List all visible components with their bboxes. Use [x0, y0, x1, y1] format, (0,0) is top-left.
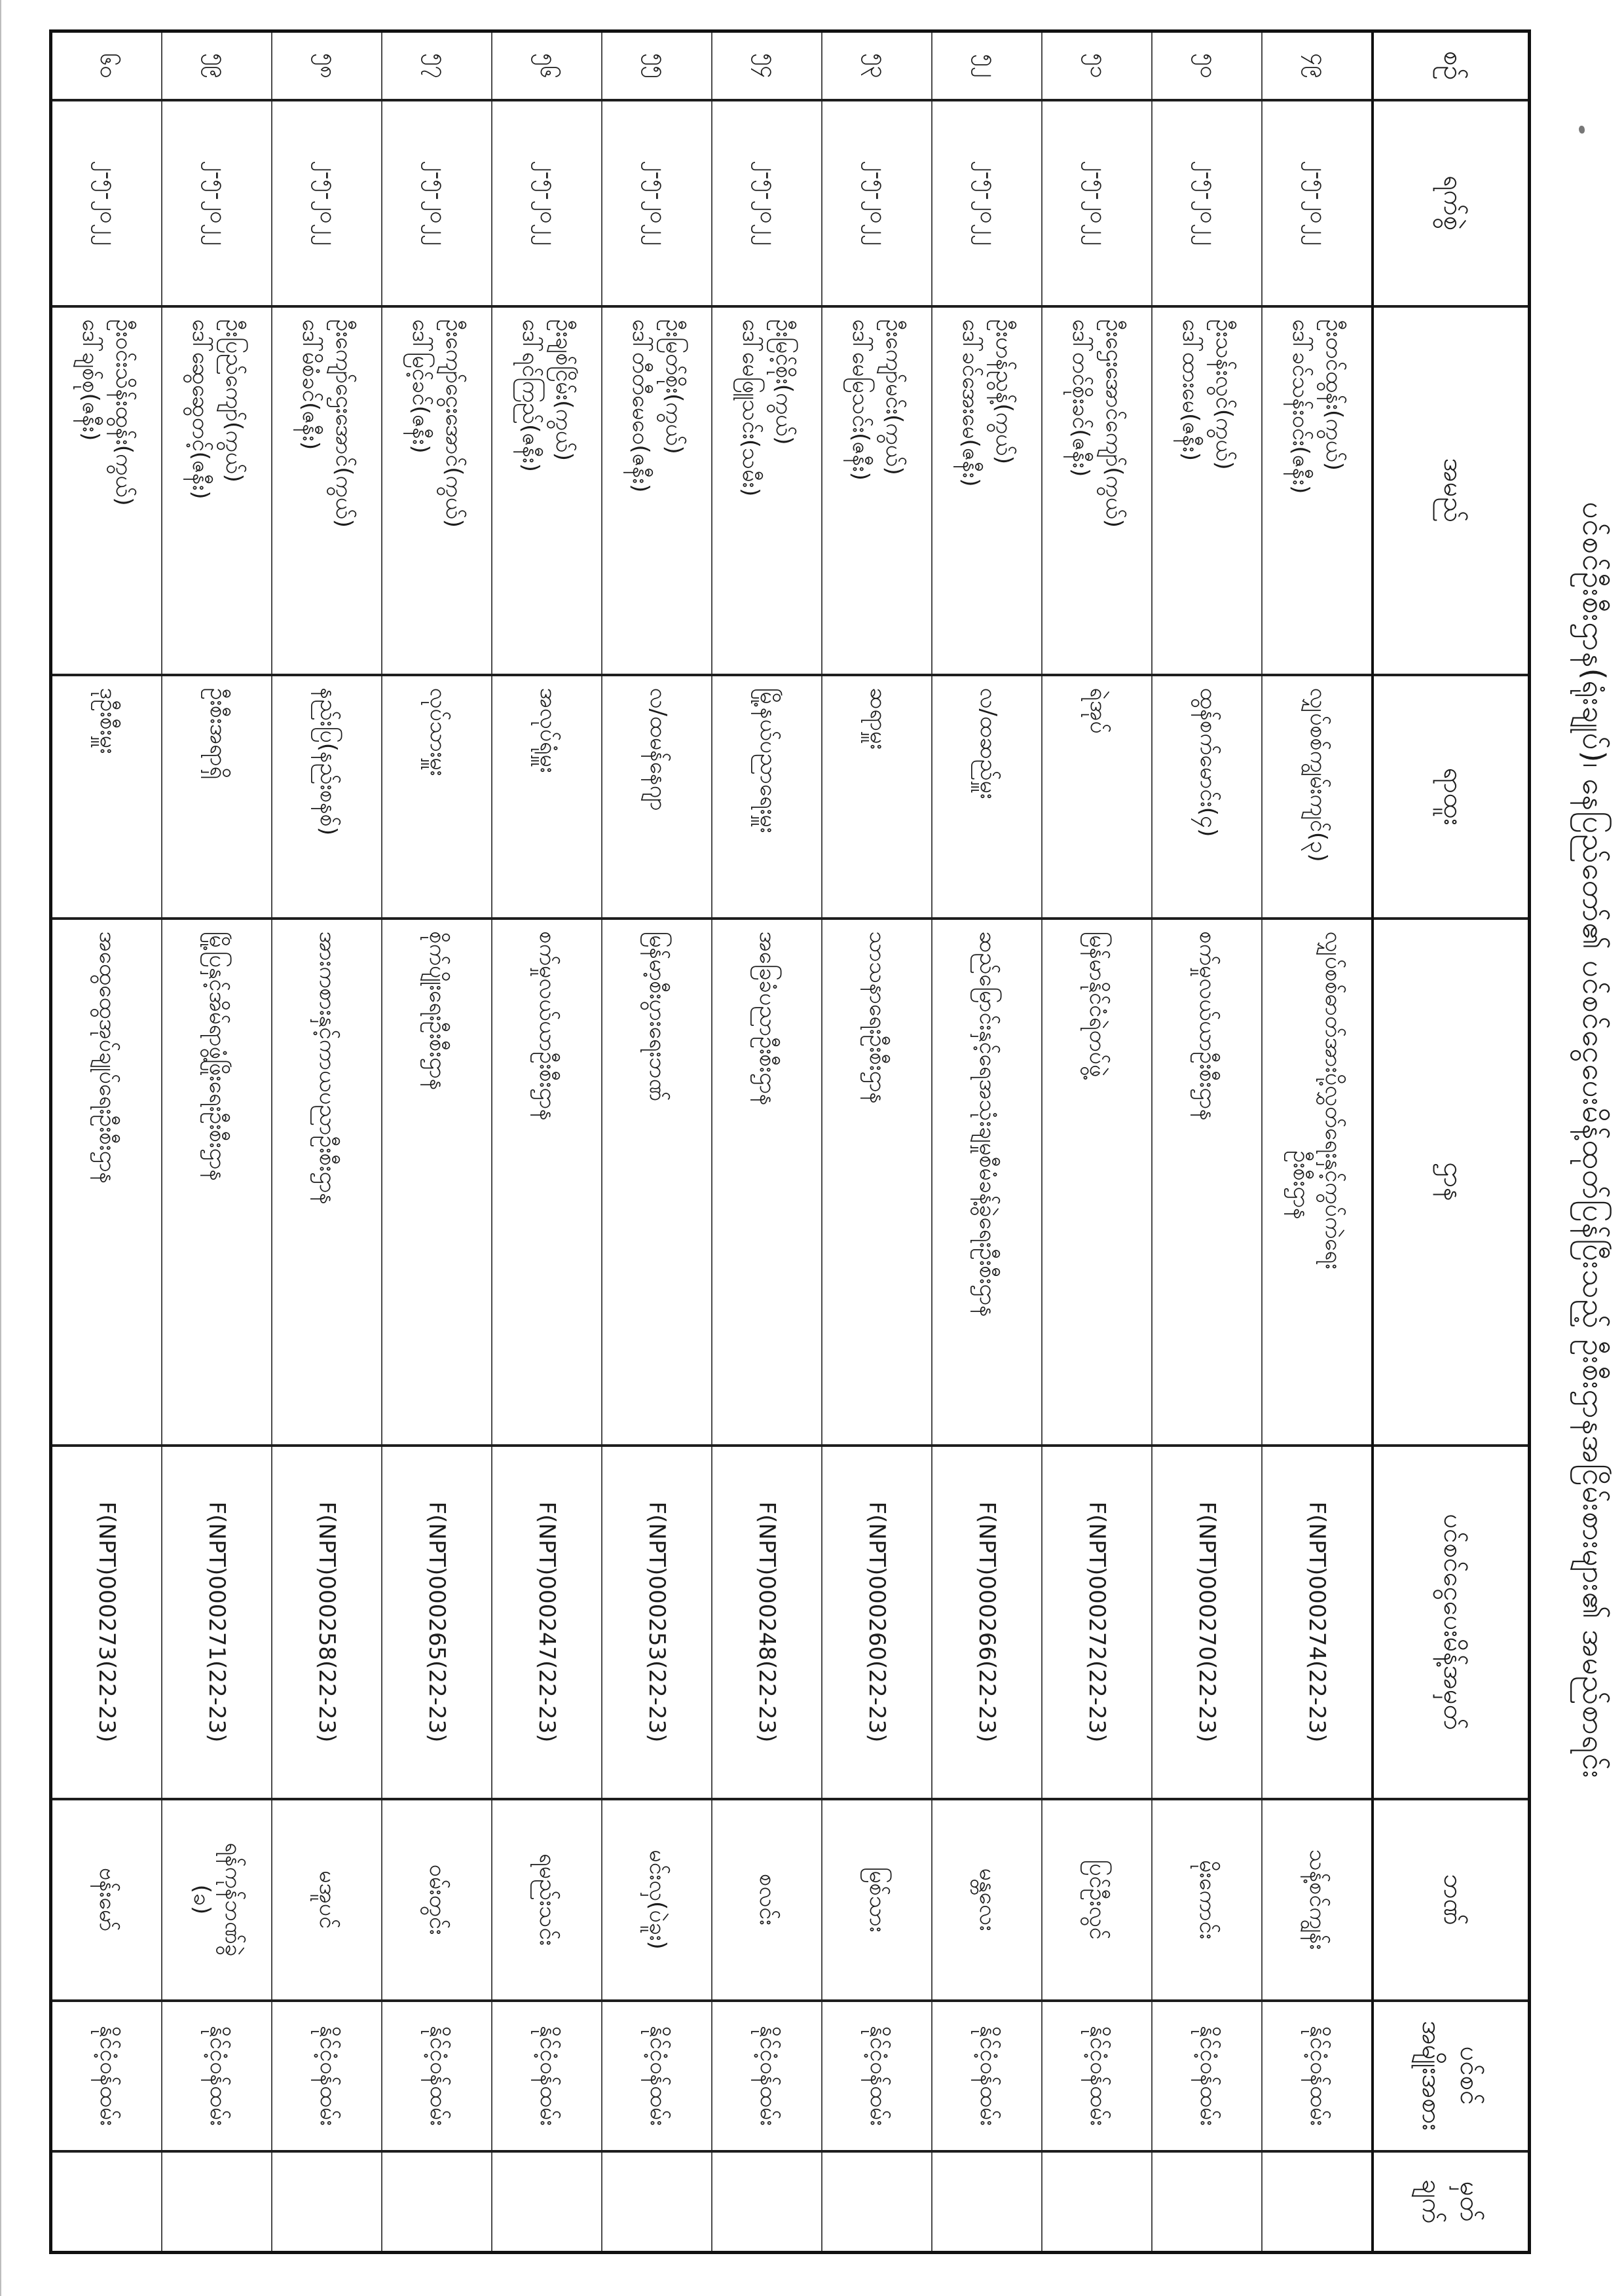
- cell-bank: မြစ်သား: [822, 1799, 932, 2001]
- cell-pension-type: နိုင်ငံ့ဝန်ထမ်း: [1152, 2001, 1262, 2151]
- cell-remark: [822, 2151, 932, 2253]
- table-row: [382, 31, 492, 2253]
- cell-remark: [272, 2151, 382, 2253]
- cell-pension-type: နိုင်ငံ့ဝန်ထမ်း: [602, 2001, 712, 2151]
- cell-remark: [602, 2151, 712, 2253]
- page-title: ပင်စင်ဦးစီးဌာန(ရုံးချုပ်)၊ နေပြည်တော်၏ ပင်စင်ငွေပေးမိန့်ထုတ်ပြန်ပြီးသည့် ဦးစီးဌာနအငြိမ်းစားများ၏ အမည်စာရင်း: [1576, 501, 1612, 1779]
- cell-serial: ၅၃: [822, 31, 932, 100]
- cell-remark: [932, 2151, 1042, 2253]
- cell-order-no: F(NPT)000253(22-23): [602, 1446, 712, 1799]
- cell-serial: ၆၀: [51, 31, 162, 100]
- table-row: [822, 31, 932, 2253]
- cell-pension-type: နိုင်ငံ့ဝန်ထမ်း: [1262, 2001, 1373, 2151]
- cell-name: ဦးကျော်မင်း(ကွယ်) ဒေါ်မေမြသင်း(ဇနီး): [822, 306, 932, 675]
- cell-department: အထွေထွေအုပ်ချုပ်ရေးဦးစီးဌာန: [51, 919, 162, 1446]
- cell-department: မြန်မာနိုင်ငံရဲတပ်ဖွဲ့: [1042, 919, 1152, 1446]
- cell-position: လုပ်သားမှူး: [382, 675, 492, 919]
- cell-pension-type: နိုင်ငံ့ဝန်ထမ်း: [932, 2001, 1042, 2151]
- cell-pension-type: နိုင်ငံ့ဝန်ထမ်း: [272, 2001, 382, 2151]
- cell-pension-type: နိုင်ငံ့ဝန်ထမ်း: [822, 2001, 932, 2151]
- cell-pension-type: နိုင်ငံ့ဝန်ထမ်း: [1042, 2001, 1152, 2151]
- cell-order-no: F(NPT)000266(22-23): [932, 1446, 1042, 1799]
- cell-position: ဆရာမှူး: [822, 675, 932, 919]
- cell-department: လျှပ်စစ်ဓာတ်အားပို့လွှတ်ရေးနှင့်ကွပ်ကဲရေး ဦးစီးဌာန: [1262, 919, 1373, 1446]
- cell-bank: မန္တလေး: [932, 1799, 1042, 2001]
- table-row: [712, 31, 822, 2253]
- col-header-remark: မှတ် ချက်: [1373, 2151, 1530, 2253]
- cell-bank: ဝမ်းတွင်း: [382, 1799, 492, 2001]
- cell-date: ၂-၅-၂၀၂၂: [162, 100, 272, 306]
- cell-serial: ၄၉: [1262, 31, 1373, 100]
- cell-remark: [492, 2151, 602, 2253]
- cell-bank: မင်းလှ(ပဲခူး): [602, 1799, 712, 2001]
- col-header-order-no: ပင်စင်ငွေပေးမိန့်အမှတ်: [1373, 1446, 1530, 1799]
- cell-bank: မအူပင်: [272, 1799, 382, 2001]
- cell-date: ၂-၅-၂၀၂၂: [712, 100, 822, 306]
- cell-department: စက်မှုလယ်ယာဦးစီးဌာန: [492, 919, 602, 1446]
- cell-name: ဦးပြည်ကျော်(ကွယ်) ဒေါ်ဆွေဆွေတင့်(ဇနီး): [162, 306, 272, 675]
- table-row: [602, 31, 712, 2253]
- cell-order-no: F(NPT)000270(22-23): [1152, 1446, 1262, 1799]
- col-header-bank: ဘဏ်: [1373, 1799, 1530, 2001]
- cell-date: ၂-၅-၂၀၂၂: [1152, 100, 1262, 306]
- cell-name: ဦးဝင်းသိန်းထွန်း(ကွယ်) ဒေါ်ချစ်စု(ဇနီး): [51, 306, 162, 675]
- table-row: [1262, 31, 1373, 2253]
- cell-name: ဦးတင်ထွန်း(ကွယ်) ဒေါ်ခင်သန်းဝင်း(ဇနီး): [1262, 306, 1373, 675]
- cell-remark: [712, 2151, 822, 2253]
- cell-order-no: F(NPT)000274(22-23): [1262, 1446, 1373, 1799]
- cell-department: စက်မှုလယ်ယာဦးစီးဌာန: [1152, 919, 1262, 1446]
- cell-remark: [162, 2151, 272, 2253]
- cell-order-no: F(NPT)000273(22-23): [51, 1446, 162, 1799]
- cell-position: အလုပ်ရုံမှူး: [492, 675, 602, 919]
- cell-serial: ၅၅: [602, 31, 712, 100]
- cell-pension-type: နိုင်ငံ့ဝန်ထမ်း: [162, 2001, 272, 2151]
- cell-serial: ၅၂: [932, 31, 1042, 100]
- cell-date: ၂-၅-၂၀၂၂: [1262, 100, 1373, 306]
- cell-date: ၂-၅-၂၀၂၂: [492, 100, 602, 306]
- table-row: [51, 31, 162, 2253]
- cell-department: အားကစားနှင့်ကာယပညာဦးစီးဌာန: [272, 919, 382, 1446]
- cell-bank: မိုးကောင်း: [1152, 1799, 1262, 2001]
- table-row: [932, 31, 1042, 2253]
- cell-name: ဦးကျော်ဌေးအောင်(ကွယ်) ဒေါ်မိစံခင်(ဇနီး): [272, 306, 382, 675]
- cell-date: ၂-၅-၂၀၂၂: [932, 100, 1042, 306]
- cell-department: စိုက်ပျိုးရေးဦးစီးဌာန: [382, 919, 492, 1446]
- cell-order-no: F(NPT)000248(22-23): [712, 1446, 822, 1799]
- col-header-position: ရာထူး: [1373, 675, 1530, 919]
- cell-order-no: F(NPT)000247(22-23): [492, 1446, 602, 1799]
- cell-name: ဦးချစ်ငြိမ်း(ကွယ်) ဒေါ်ရင်ကြည်(ဇနီး): [492, 306, 602, 675]
- col-header-name: အမည်: [1373, 306, 1530, 675]
- col-header-serial: စဉ်: [1373, 31, 1530, 100]
- cell-bank: ဗန်းမော်: [51, 1799, 162, 2001]
- cell-remark: [1262, 2151, 1373, 2253]
- cell-order-no: F(NPT)000260(22-23): [822, 1446, 932, 1799]
- cell-date: ၂-၅-၂၀၂၂: [822, 100, 932, 306]
- cell-position: ဒုဦးစီးမှူး: [51, 675, 162, 919]
- col-header-department: ဌာန: [1373, 919, 1530, 1446]
- cell-order-no: F(NPT)000265(22-23): [382, 1446, 492, 1799]
- cell-remark: [51, 2151, 162, 2253]
- cell-position: ထွန်စက်မောင်း(၄): [1152, 675, 1262, 919]
- cell-name: ဦးဌေးအောင်ကျော်(ကွယ်) ဒေါ်တင်စိုးခင်(ဇနီး): [1042, 306, 1152, 675]
- cell-department: သာသနာရေးဦးစီးဌာန: [822, 919, 932, 1446]
- cell-department: မြို့ပြနှင့်အိမ်ရာဖွံ့ဖြိုးရေးဦးစီးဌာန: [162, 919, 272, 1446]
- table-row: [492, 31, 602, 2253]
- cell-date: ၂-၅-၂၀၂၂: [51, 100, 162, 306]
- cell-position: ဦးစီးအရာရှိ: [162, 675, 272, 919]
- cell-bank: စလင်း: [712, 1799, 822, 2001]
- cell-serial: ၅၆: [492, 31, 602, 100]
- cell-position: လ/ထဆည်မှူး: [932, 675, 1042, 919]
- cell-serial: ၅၇: [382, 31, 492, 100]
- col-header-date: ရက်စွဲ: [1373, 100, 1530, 306]
- cell-serial: ၅၈: [272, 31, 382, 100]
- cell-position: နည်းပြ(နည်းစနစ်): [272, 675, 382, 919]
- cell-department: အခြေခံပညာဦးစီးဌာန: [712, 919, 822, 1446]
- col-header-pension-type: ပင်စင် အမျိုးအစား: [1373, 2001, 1530, 2151]
- cell-name: ဦးမြတ်စိုး(ကွယ်) ဒေါ်တီတီမေဝေ(ဇနီး): [602, 306, 712, 675]
- cell-name: ဦးမြင့်စိုး(ကွယ်) ဒေါ်မေဖြူသင်း(သမီး): [712, 306, 822, 675]
- cell-date: ၂-၅-၂၀၂၂: [272, 100, 382, 306]
- cell-pension-type: နိုင်ငံ့ဝန်ထမ်း: [51, 2001, 162, 2151]
- cell-position: လျှပ်စစ်ကျွမ်းကျင်(၃): [1262, 675, 1373, 919]
- cell-serial: ၅၁: [1042, 31, 1152, 100]
- cell-department: ဆည်မြောင်းနှင့်ရေအသုံးချမှုစီမံခန့်ခွဲရေးဦးစီးဌာန: [932, 919, 1042, 1446]
- cell-order-no: F(NPT)000258(22-23): [272, 1446, 382, 1799]
- cell-pension-type: နိုင်ငံ့ဝန်ထမ်း: [382, 2001, 492, 2151]
- cell-bank: သန့်စင်ကျွန်း: [1262, 1799, 1373, 2001]
- cell-date: ၂-၅-၂၀၂၂: [1042, 100, 1152, 306]
- cell-name: ဦးသန်းလွင်(ကွယ်) ဒေါ်ထားမေ(ဇနီး): [1152, 306, 1262, 675]
- cell-bank: ရမည်းသင်း: [492, 1799, 602, 2001]
- cell-serial: ၅၉: [162, 31, 272, 100]
- cell-name: ဦးဟန်ညွန့်(ကွယ်) ဒေါ်ခင်အေးမေ(ဇနီး): [932, 306, 1042, 675]
- table-row: [1042, 31, 1152, 2253]
- table-row: [1152, 31, 1262, 2253]
- cell-order-no: F(NPT)000272(22-23): [1042, 1446, 1152, 1799]
- header-row: [1373, 31, 1530, 2253]
- table-row: [272, 31, 382, 2253]
- cell-pension-type: နိုင်ငံ့ဝန်ထမ်း: [712, 2001, 822, 2151]
- table-row: [162, 31, 272, 2253]
- cell-bank: ရန်ကုန်ဘဏ်ခွဲ (ခ): [162, 1799, 272, 2001]
- cell-position: လ/ထမန်နေဂျာ: [602, 675, 712, 919]
- cell-date: ၂-၅-၂၀၂၂: [382, 100, 492, 306]
- cell-remark: [382, 2151, 492, 2253]
- cell-department: မြန်မာ့စီးပွားရေးဘဏ်: [602, 919, 712, 1446]
- cell-pension-type: နိုင်ငံ့ဝန်ထမ်း: [492, 2001, 602, 2151]
- cell-date: ၂-၅-၂၀၂၂: [602, 100, 712, 306]
- cell-order-no: F(NPT)000271(22-23): [162, 1446, 272, 1799]
- cell-position: ရဲအုပ်: [1042, 675, 1152, 919]
- cell-name: ဦးကျော်ငွေးအောင်(ကွယ်) ဒေါ်မြင့်ခင်(ဇနီး): [382, 306, 492, 675]
- cell-remark: [1042, 2151, 1152, 2253]
- pension-list-table: [49, 29, 1531, 2254]
- cell-remark: [1152, 2151, 1262, 2253]
- cell-serial: ၅၀: [1152, 31, 1262, 100]
- cell-position: မြို့နယ်ပညာရေးမှူး: [712, 675, 822, 919]
- cell-serial: ၅၄: [712, 31, 822, 100]
- cell-bank: ပြင်ဦးလွင်: [1042, 1799, 1152, 2001]
